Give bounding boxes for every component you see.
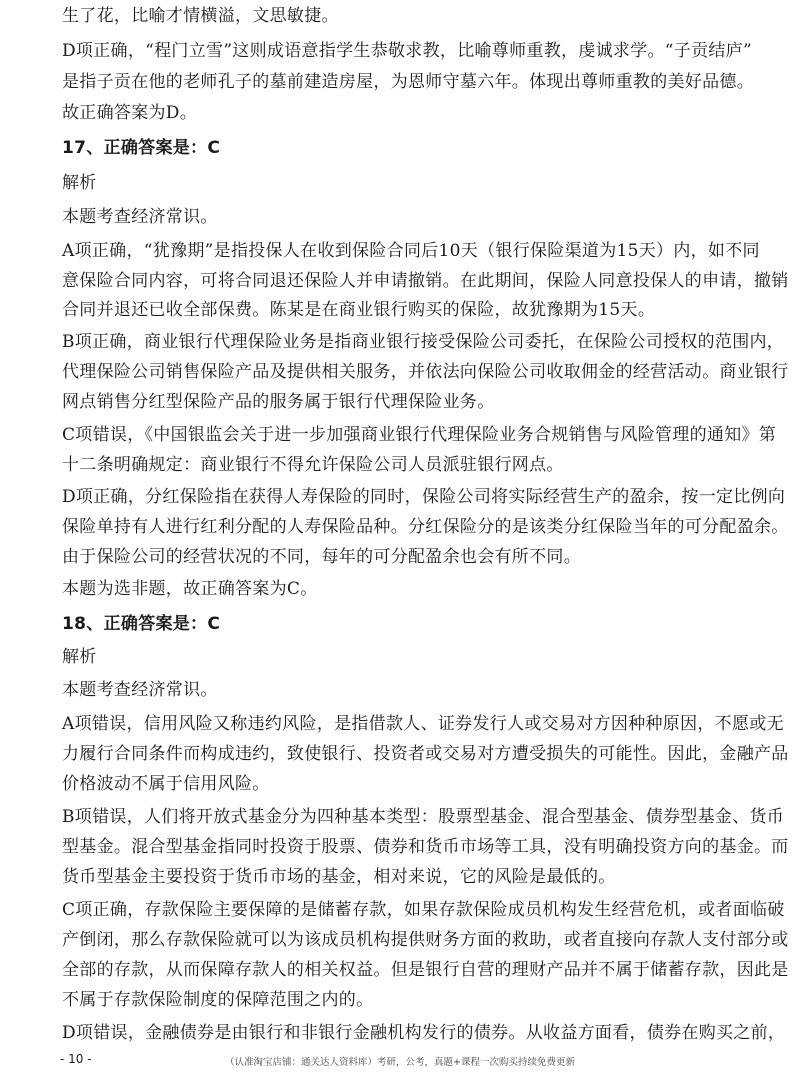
footer-note: （认准淘宝店铺：通关达人资料库）考研，公考，真题+课程一次购买持续免费更新 — [225, 1057, 575, 1068]
text-line: 由于保险公司的经营状况的不同，每年的可分配盈余也会有所不同。 — [62, 547, 581, 567]
text-line: A项错误，信用风险又称违约风险，是指借款人、证券发行人或交易对方因种种原因，不愿或无 — [62, 714, 784, 734]
text-line: 网点销售分红型保险产品的服务属于银行代理保险业务。 — [62, 392, 495, 412]
text-line: C项正确，存款保险主要保障的是储蓄存款，如果存款保险成员机构发生经营危机，或者面临破 — [62, 900, 785, 920]
answer-heading-18: 18、正确答案是：C — [62, 614, 221, 634]
text-line: 不属于存款保险制度的保障范围之内的。 — [62, 990, 374, 1010]
text-line: 十二条明确规定：商业银行不得允许保险公司人员派驻银行网点。 — [62, 455, 564, 475]
text-line: 是指子贡在他的老师孔子的墓前建造房屋，为恩师守墓六年。体现出尊师重教的美好品德。 — [62, 72, 754, 92]
text-line: 保险单持有人进行红利分配的人寿保险品种。分红保险分的是该类分红保险当年的可分配盈余。 — [62, 517, 789, 537]
text-line: 解析 — [62, 173, 97, 193]
text-line: B项错误，人们将开放式基金分为四种基本类型：股票型基金、混合型基金、债券型基金、货币 — [62, 807, 785, 827]
text-line: D项正确，“程门立雪”这则成语意指学生恭敬求教，比喻尊师重教，虔诚求学。“子贡结庐” — [62, 41, 752, 61]
text-line: D项正确，分红保险指在获得人寿保险的同时，保险公司将实际经营生产的盈余，按一定比例向 — [62, 487, 786, 507]
text-line: 产倒闭，那么存款保险就可以为该成员机构提供财务方面的救助，或者直接向存款人支付部分或 — [62, 930, 789, 950]
text-line: 价格波动不属于信用风险。 — [62, 774, 270, 794]
text-line: 本题考查经济常识。 — [62, 680, 218, 700]
text-line: B项正确，商业银行代理保险业务是指商业银行接受保险公司委托，在保险公司授权的范围内， — [62, 332, 785, 352]
page-number: - 10 - — [60, 1052, 92, 1066]
text-line: 全部的存款，从而保障存款人的相关权益。但是银行自营的理财产品并不属于储蓄存款，因此是 — [62, 960, 789, 980]
text-line: 货币型基金主要投资于货币市场的基金，相对来说，它的风险是最低的。 — [62, 867, 616, 887]
text-line: 代理保险公司销售保险产品及提供相关服务，并依法向保险公司收取佣金的经营活动。商业银行 — [62, 362, 789, 382]
text-line: C项错误，《中国银监会关于进一步加强商业银行代理保险业务合规销售与风险管理的通知》第 — [62, 425, 777, 445]
text-line: 本题考查经济常识。 — [62, 207, 218, 227]
text-line: A项正确，“犹豫期”是指投保人在收到保险合同后10天（银行保险渠道为15天）内，如不同 — [62, 241, 760, 261]
text-line: 故正确答案为D。 — [62, 103, 198, 123]
text-line: 意保险合同内容，可将合同退还保险人并申请撤销。在此期间，保险人同意投保人的申请，撤销 — [62, 271, 789, 291]
text-line: 型基金。混合型基金指同时投资于股票、债券和货币市场等工具，没有明确投资方向的基金。而 — [62, 837, 789, 857]
text-line: 本题为选非题，故正确答案为C。 — [62, 579, 318, 599]
text-line: 合同并退还已收全部保费。陈某是在商业银行购买的保险，故犹豫期为15天。 — [62, 300, 656, 320]
text-line: D项错误，金融债券是由银行和非银行金融机构发行的债券。从收益方面看，债券在购买之前， — [62, 1023, 786, 1043]
text-line: 生了花，比喻才情横溢，文思敏捷。 — [62, 6, 339, 26]
text-line: 解析 — [62, 647, 97, 667]
answer-heading-17: 17、正确答案是：C — [62, 138, 221, 158]
text-line: 力履行合同条件而构成违约，致使银行、投资者或交易对方遭受损失的可能性。因此，金融产品 — [62, 744, 789, 764]
